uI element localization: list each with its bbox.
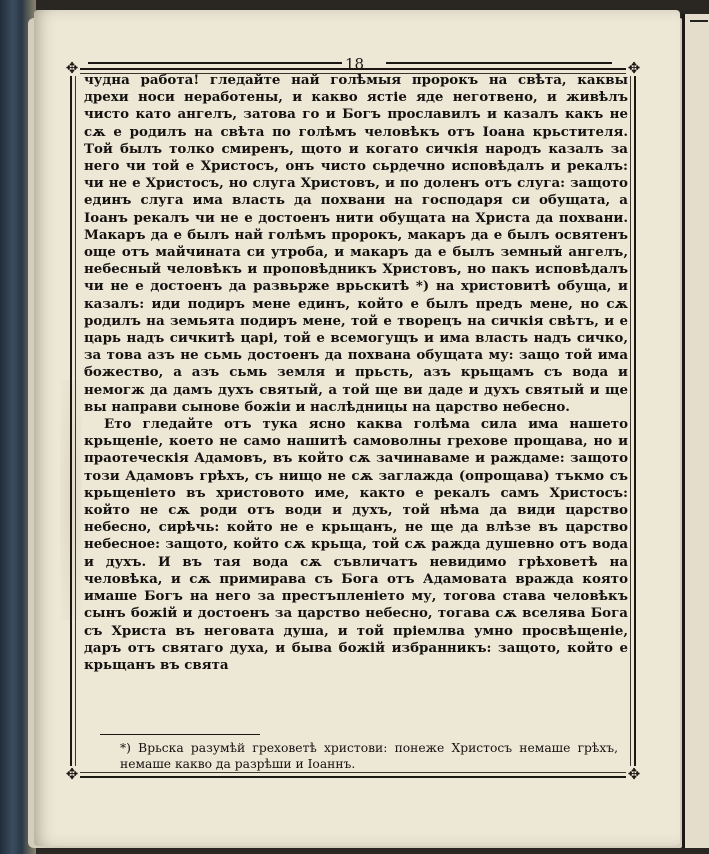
paragraph: чудна работа! гледайте най голѣмыя пророкъ на свѣта, каквы дрехи носи неработены, и какво ястіе яде неготвено, и живѣлъ чисто като ангелъ, затова го и Богъ прославилъ и казалъ какъ не сѫ е родилъ на свѣта по голѣмъ человѣкъ отъ Іоана крьстителя. Той былъ толко смиренъ, щото и когато сичкія народъ казалъ за него чи той е Христосъ, онъ чисто сьрдечно исповѣдалъ и рекалъ: чи не е Христосъ, но слуга Христовъ, и по доленъ отъ слуга: защото единъ слуга има власть да похвани на господаря си обущата, а Іоанъ рекалъ чи не е достоенъ нити обущата на Христа да похвани. Макаръ да е былъ най голѣмъ пророкъ, макаръ да е былъ освятенъ още отъ майчината си утроба, и макаръ да е былъ земный ангелъ, небесный человѣкъ и проповѣдникъ Христовъ, но пакъ исповѣдалъ чи не е достоенъ да развьрже врьскитѣ *) на христовитѣ обуща, и казалъ: иди подиръ мене единъ, който е былъ предъ мене, но сѫ родилъ на земьята подиръ мене, той е творецъ на сичкія свѣтъ, и е царь надъ сичкитѣ царі, той е всемогущъ и има власть надъ сичко, за това азъ не сьмь достоенъ да похвана обущата му: защо той има божество, а азъ сьмь земля и прьсть, азъ крьщамъ съ вода и немогж да дамъ духъ святый, а той ще ви даде и духъ святый и ще вы направи сынове божіи и наслѣдницы на царство небесно. — [84, 72, 628, 415]
corner-ornament-icon: ✥ — [65, 59, 79, 77]
main-text — [84, 72, 628, 674]
header-rule-right — [386, 62, 612, 64]
facing-page-edge — [682, 14, 709, 848]
footnote: *) Врьска разумѣй греховетѣ христови: понеже Христосъ немаше грѣхъ, немаше какво да разрѣши и Іоаннъ. — [120, 741, 618, 771]
corner-ornament-icon: ✥ — [627, 765, 641, 783]
footnote-rule — [100, 734, 260, 735]
page-number: 18 — [344, 55, 365, 73]
header-rule-left — [88, 62, 342, 64]
paragraph: Ето гледайте отъ тука ясно каква голѣма сила има нашето крьщеніе, което не само нашитѣ самоволны грехове прощава, но и праотеческія Адамовъ, въ който сѫ зачинаваме и раждаме: защото този Адамовъ грѣхъ, съ нищо не сѫ заглажда (опрощава) тъкмо съ крьщеніето въ христовото име, както е рекалъ самъ Христосъ: който не сѫ роди отъ води и духъ, той нѣма да види царство небесно, сирѣчь: който не е крьщанъ, не ще да влѣзе въ царство небесное: защото, който сѫ крьща, той сѫ ражда душевно отъ вода и духъ. И въ тая вода сѫ съвличатъ невидимо грѣховетѣ на человѣка, и сѫ примирава съ Бога отъ Адамовата вражда която имаше Богъ на него за престъпленіето му, тогова става человѣкъ сынъ божій и достоенъ за царство небесно, тогава сѫ вселява Бога съ Христа въ неговата душа, и той пріемлва умно просвѣщеніе, даръ отъ святаго духа, и быва божій избранникъ: защото, който е крьщанъ въ свята — [84, 416, 628, 673]
corner-ornament-icon: ✥ — [65, 765, 79, 783]
corner-ornament-icon: ✥ — [627, 59, 641, 77]
